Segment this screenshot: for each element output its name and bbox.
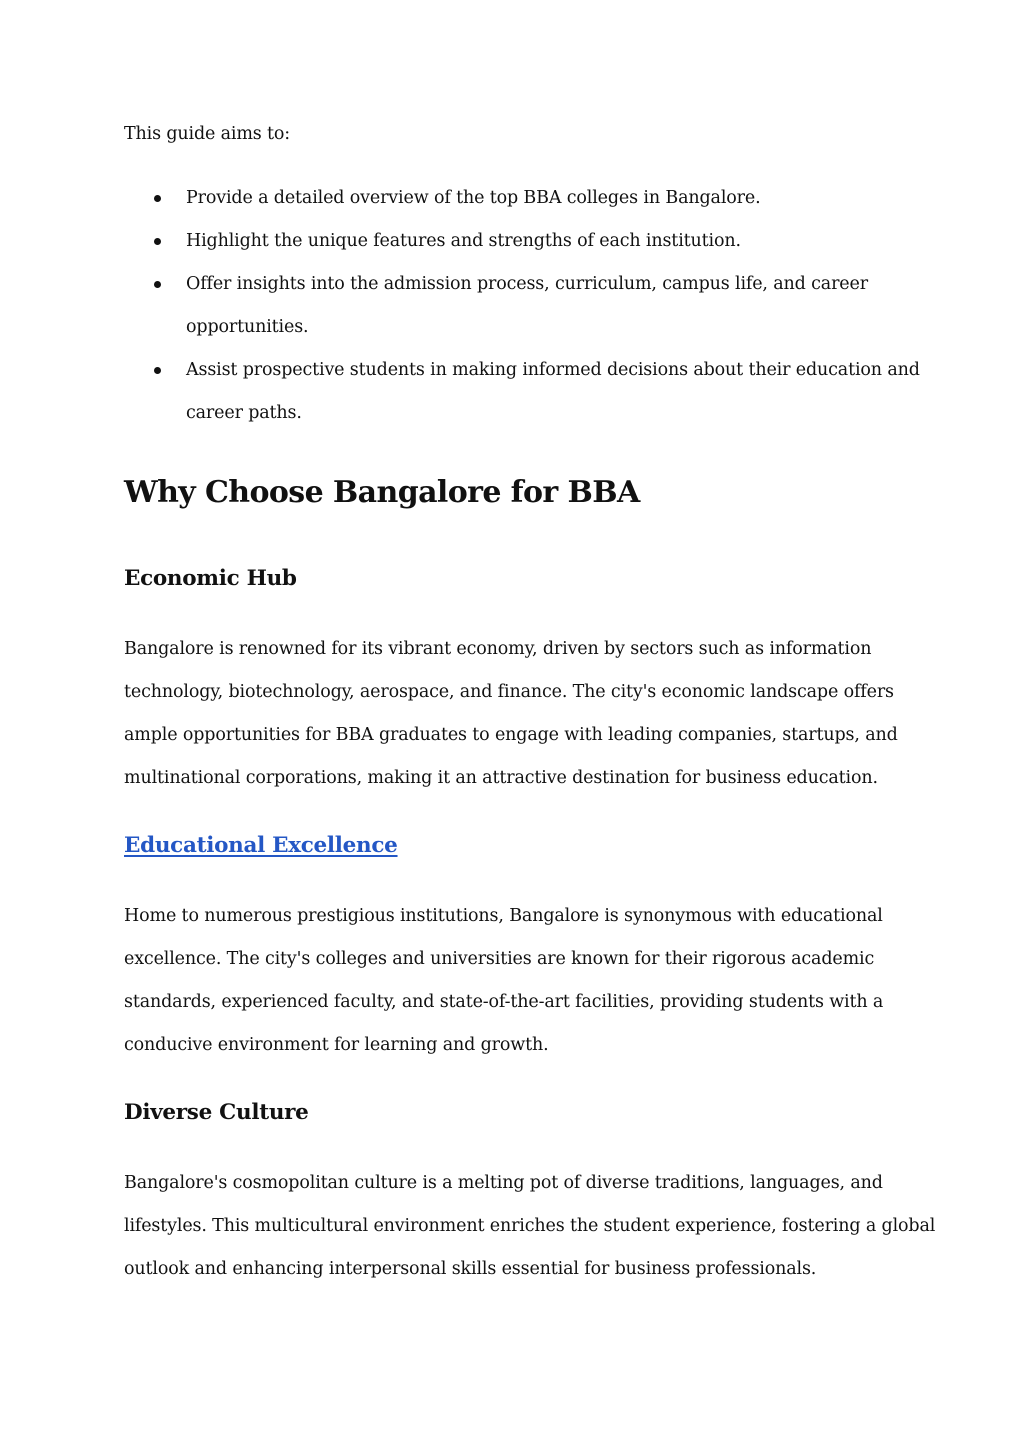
paragraph-line: Bangalore's cosmopolitan culture is a melting pot of diverse traditions, languages, and	[124, 1173, 883, 1193]
educational-excellence-link[interactable]: Educational Excellence	[124, 833, 398, 858]
paragraph-line: ample opportunities for BBA graduates to engage with leading companies, startups, and	[124, 725, 898, 745]
bullet-icon	[154, 238, 161, 245]
paragraph-line: multinational corporations, making it an attractive destination for business education.	[124, 768, 878, 788]
list-item-text-continued: opportunities.	[186, 317, 309, 337]
paragraph-line: lifestyles. This multicultural environment enriches the student experience, fostering a global	[124, 1216, 936, 1236]
subheading-diverse-culture: Diverse Culture	[124, 1100, 309, 1125]
bullet-icon	[154, 195, 161, 202]
list-item-text-continued: career paths.	[186, 403, 302, 423]
paragraph-line: outlook and enhancing interpersonal skills essential for business professionals.	[124, 1259, 817, 1279]
paragraph-line: Bangalore is renowned for its vibrant economy, driven by sectors such as information	[124, 639, 872, 659]
paragraph-line: conducive environment for learning and growth.	[124, 1035, 549, 1055]
intro-text: This guide aims to:	[124, 124, 291, 144]
list-item-text: Highlight the unique features and strengths of each institution.	[186, 231, 741, 251]
bullet-icon	[154, 367, 161, 374]
subheading-economic-hub: Economic Hub	[124, 566, 297, 591]
paragraph-line: standards, experienced faculty, and state-of-the-art facilities, providing students with a	[124, 992, 884, 1012]
list-item-text: Assist prospective students in making informed decisions about their education and	[186, 360, 920, 380]
bullet-icon	[154, 281, 161, 288]
paragraph-line: technology, biotechnology, aerospace, and finance. The city's economic landscape offers	[124, 682, 894, 702]
list-item-text: Provide a detailed overview of the top BBA colleges in Bangalore.	[186, 188, 761, 208]
paragraph-line: Home to numerous prestigious institutions, Bangalore is synonymous with educational	[124, 906, 883, 926]
section-heading: Why Choose Bangalore for BBA	[124, 475, 640, 510]
paragraph-line: excellence. The city's colleges and universities are known for their rigorous academic	[124, 949, 875, 969]
list-item-text: Offer insights into the admission process, curriculum, campus life, and career	[186, 274, 868, 294]
